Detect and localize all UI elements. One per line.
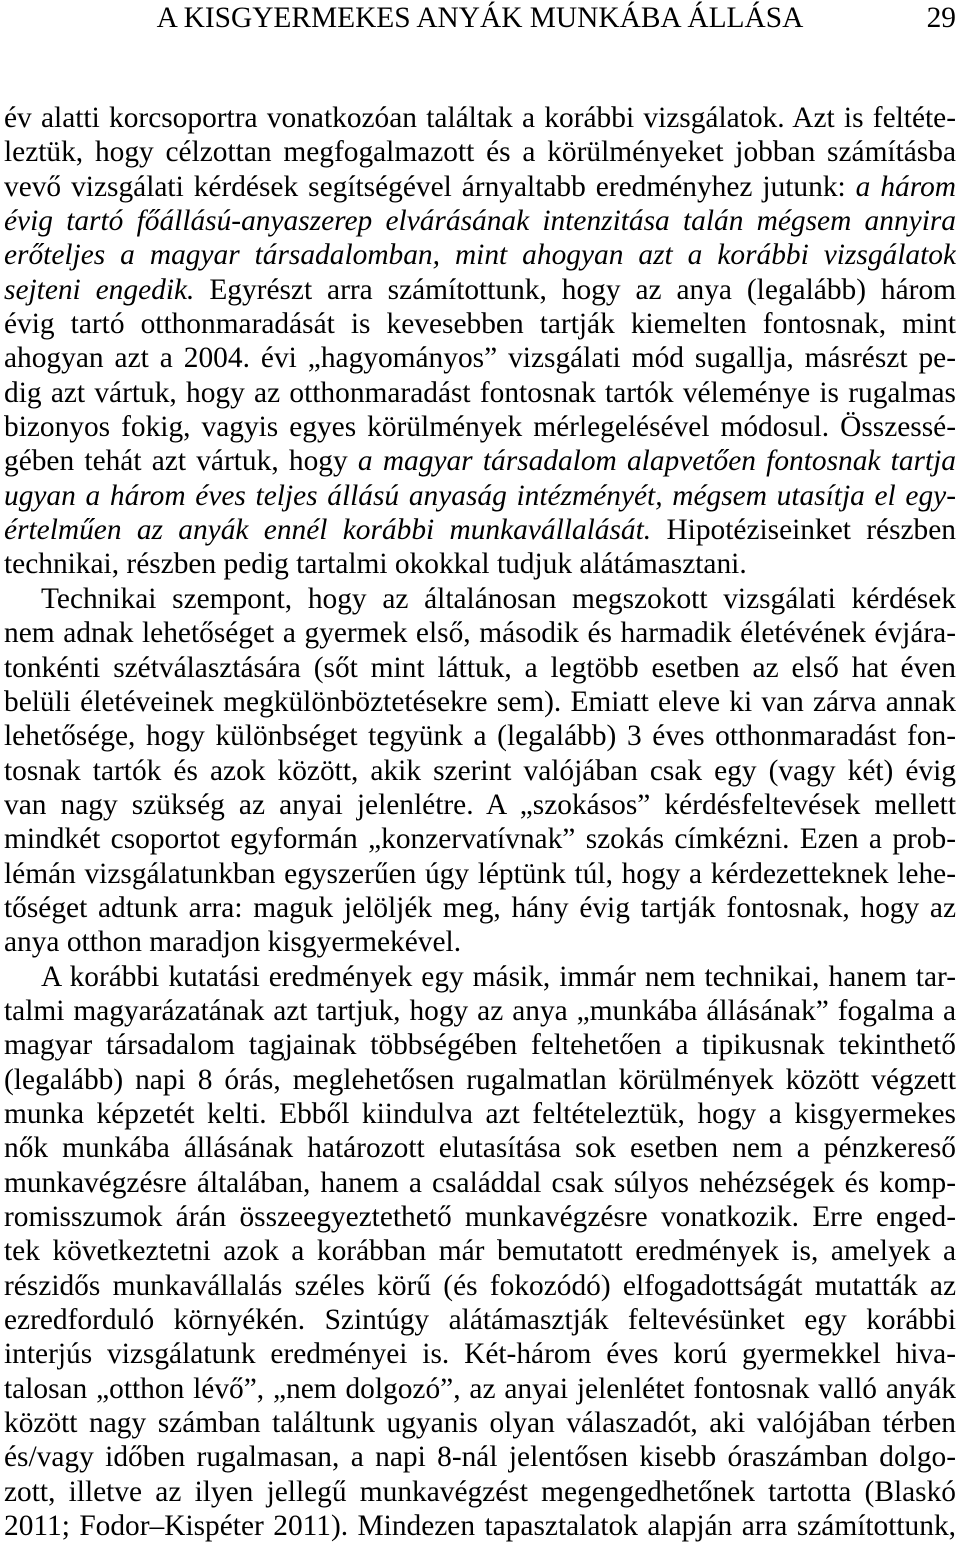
text-line — [4, 1028, 956, 1062]
text-run: munka képzetét kelti. Ebből kiindulva azt feltételeztük, hogy a kisgyermekes — [4, 1097, 956, 1130]
text-run: talmi magyarázatának azt tartjuk, hogy az anya „munkába állásának” fogalma a — [4, 994, 956, 1027]
text-run: Hipotéziseinket részben — [651, 514, 956, 547]
paragraph-3 — [4, 960, 956, 1544]
text-run: részidős munkavállalás széles körű (és fokozódó) elfogadottságát mutatták az — [4, 1269, 956, 1302]
text-run: technikai, részben pedig tartalmi okokkal tudjuk alátámasztani. — [4, 548, 747, 581]
text-line — [4, 719, 956, 753]
text-run: lehetősége, hogy különbséget tegyünk a (legalább) 3 éves otthonmaradást fon- — [4, 720, 956, 753]
text-run: interjús vizsgálatunk eredményei is. Két-három éves korú gyermekkel hiva- — [4, 1338, 956, 1371]
text-line — [4, 1131, 956, 1165]
text-line — [4, 1166, 956, 1200]
text-line — [4, 135, 956, 169]
text-line — [4, 616, 956, 650]
text-line — [4, 238, 956, 272]
text-run: lémán vizsgálatunkban egyszerűen úgy léptünk túl, hogy a kérdezetteknek lehe- — [4, 857, 956, 890]
text-line — [4, 307, 956, 341]
text-run: tőséget adtunk arra: maguk jelöljék meg, hány évig tartják fontosnak, hogy az — [4, 891, 956, 924]
emphasis-text: értelműen az anyák ennél korábbi munkavállalását. — [4, 514, 652, 547]
text-run: tosnak tartók és azok között, akik szerint valójában csak egy (vagy két) évig — [4, 754, 956, 787]
text-line — [4, 170, 956, 204]
text-run: romisszumok árán összeegyeztethető munkavégzésre vonatkozik. Erre enged- — [4, 1201, 956, 1233]
text-run: dig azt vártuk, hogy az otthonmaradást fontosnak tartók véleménye is rugalmas — [4, 376, 956, 409]
text-line — [4, 925, 956, 959]
text-run: munkavégzésre általában, hanem a családdal csak súlyos nehézségek és komp- — [4, 1166, 956, 1199]
text-run: anya otthon maradjon kisgyermekével. — [4, 926, 462, 959]
text-run: van nagy szükség az anyai jelenlétre. A „szokásos” kérdésfeltevések mellett — [4, 788, 956, 821]
text-line — [4, 1234, 956, 1268]
text-run: Technikai szempont, hogy az általánosan megszokott vizsgálati kérdések — [41, 582, 956, 615]
text-line — [4, 1406, 956, 1440]
text-run: leztük, hogy célzottan megfogalmazott és a körülményeket jobban számításba — [4, 136, 956, 169]
text-line — [4, 960, 956, 994]
text-run: 2011; Fodor–Kispéter 2011). Mindezen tapasztalatok alapján arra számítottunk, — [4, 1510, 956, 1543]
text-line — [4, 651, 956, 685]
text-run: között nagy számban találtunk ugyanis olyan válaszadót, aki valójában térben — [4, 1407, 956, 1440]
text-line — [4, 273, 956, 307]
text-line — [4, 444, 956, 478]
text-line — [4, 410, 956, 444]
text-line — [4, 1303, 956, 1337]
text-line — [4, 1475, 956, 1509]
text-run: ahogyan azt a 2004. évi „hagyományos” vizsgálati mód sugallja, másrészt pe- — [4, 342, 956, 375]
text-run: és/vagy időben rugalmasan, a napi 8-nál jelentősen kisebb óraszámban dolgo- — [4, 1441, 956, 1474]
paragraph-1 — [4, 101, 956, 582]
text-line — [4, 479, 956, 513]
text-run: tonkénti szétválasztására (sőt mint láttuk, a legtöbb esetben az első hat éven — [4, 651, 956, 684]
text-line — [4, 1063, 956, 1097]
text-run: belüli életéveinek megkülönböztetésekre sem). Emiatt eleve ki van zárva annak — [4, 685, 956, 718]
text-line — [4, 513, 956, 547]
page-number: 29 — [926, 2, 956, 34]
text-run: év alatti korcsoportra vonatkozóan találtak a korábbi vizsgálatok. Azt is feltéte- — [4, 102, 956, 134]
text-run: nők munkába állásának határozott elutasítása sok esetben nem a pénzkereső — [4, 1132, 956, 1165]
text-line — [4, 1337, 956, 1371]
text-line — [4, 582, 956, 616]
emphasis-text: évig tartó főállású-anyaszerep elvárásának intenzitása talán mégsem annyira — [4, 205, 956, 238]
text-run: ezredforduló környékén. Szintúgy alátámasztják feltevésünket egy korábbi — [4, 1304, 956, 1337]
text-run: Egyrészt arra számítottunk, hogy az anya (legalább) három — [194, 273, 956, 306]
text-line — [4, 994, 956, 1028]
body-text — [4, 101, 956, 1543]
text-run: bizonyos fokig, vagyis egyes körülmények mérlegelésével módosul. Összessé- — [4, 411, 956, 444]
text-line — [4, 341, 956, 375]
running-header — [4, 1, 956, 35]
text-run: talosan „otthon lévő”, „nem dolgozó”, az anyai jelenlétet fontosnak valló anyák — [4, 1372, 956, 1405]
text-line — [4, 891, 956, 925]
text-line — [4, 101, 956, 135]
emphasis-text: ugyan a három éves teljes állású anyaság intézményét, mégsem utasítja el egy- — [4, 479, 956, 512]
paragraph-2 — [4, 582, 956, 960]
text-run: nem adnak lehetőséget a gyermek első, második és harmadik életévének évjára- — [4, 617, 956, 650]
text-run: mindkét csoportot egyformán „konzervatívnak” szokás címkézni. Ezen a prob- — [4, 823, 956, 856]
text-line — [4, 1509, 956, 1543]
text-run: zott, illetve az ilyen jellegű munkavégzést megengedhetőnek tartotta (Blaskó — [4, 1475, 956, 1508]
text-run: (legalább) napi 8 órás, meglehetősen rugalmatlan körülmények között végzett — [4, 1063, 956, 1096]
text-line — [4, 822, 956, 856]
text-run: vevő vizsgálati kérdések segítségével árnyaltabb eredményhez jutunk: — [4, 170, 856, 203]
text-line — [4, 547, 956, 581]
text-line — [4, 1440, 956, 1474]
text-line — [4, 685, 956, 719]
text-line — [4, 1372, 956, 1406]
text-line — [4, 788, 956, 822]
text-line — [4, 204, 956, 238]
text-line — [4, 376, 956, 410]
emphasis-text: erőteljes a magyar társadalomban, mint ahogyan azt a korábbi vizsgálatok — [4, 239, 956, 272]
running-title: A KISGYERMEKES ANYÁK MUNKÁBA ÁLLÁSA — [156, 2, 804, 34]
text-line — [4, 1200, 956, 1234]
emphasis-text: a magyar társadalom alapvetően fontosnak tartja — [357, 445, 956, 478]
text-line — [4, 857, 956, 891]
text-run: tek következtetni azok a korábban már bemutatott eredmények is, amelyek a — [4, 1235, 956, 1268]
text-line — [4, 1269, 956, 1303]
text-run: évig tartó otthonmaradását is kevesebben tartják kiemelten fontosnak, mint — [4, 308, 956, 341]
emphasis-text: sejteni engedik. — [4, 273, 195, 306]
text-run: magyar társadalom tagjainak többségében feltehetően a tipikusnak tekinthető — [4, 1029, 956, 1062]
text-line — [4, 754, 956, 788]
text-line — [4, 1097, 956, 1131]
text-run: A korábbi kutatási eredmények egy másik, immár nem technikai, hanem tar- — [41, 960, 956, 993]
emphasis-text: a három — [855, 170, 956, 203]
text-run: gében tehát azt vártuk, hogy — [4, 445, 358, 478]
